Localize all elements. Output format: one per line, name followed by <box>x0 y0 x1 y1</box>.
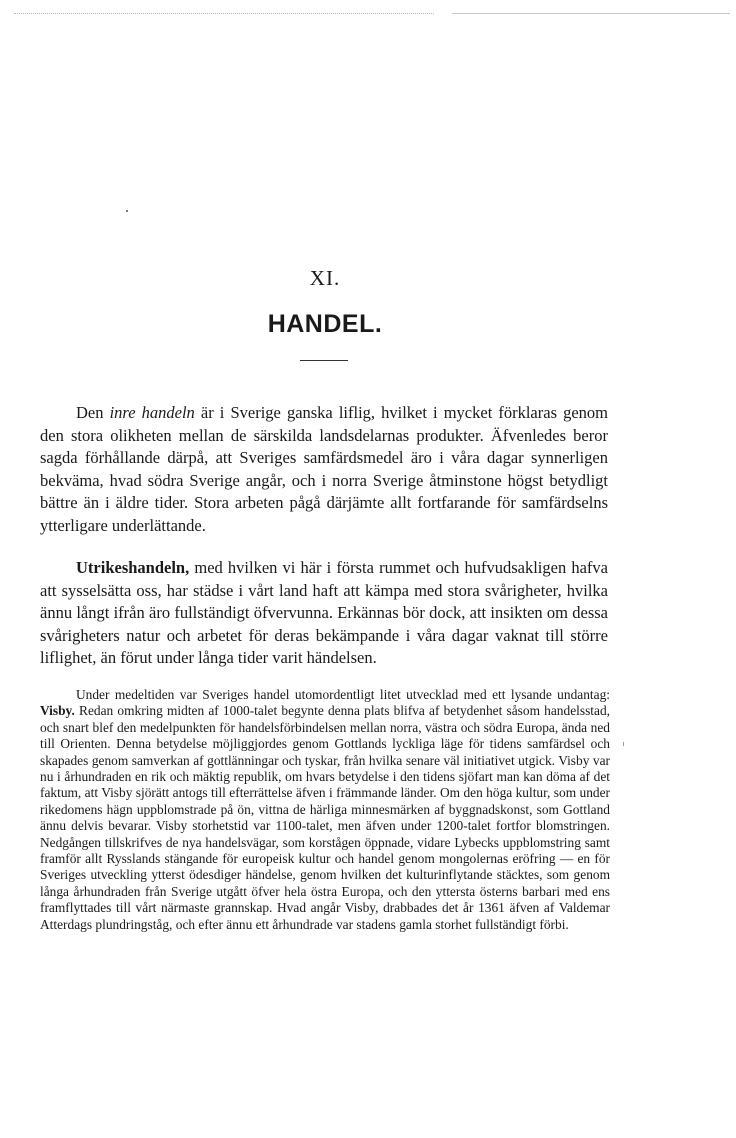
smallprint-visby-pre: Under medeltiden var Sveriges handel utomordentligt litet utvecklad med ett lysande undantag: <box>76 687 610 702</box>
title-divider <box>300 360 348 361</box>
chapter-title: HANDEL. <box>267 310 383 338</box>
chapter-number: XI. <box>309 266 341 290</box>
paragraph-foreign-trade-heading: Utrikeshandeln, <box>76 558 190 577</box>
smallprint-visby-body: Redan omkring midten af 1000-talet begynte denna plats blifva af betydenhet såsom handelsstad, och snart blef den medelpunkten för handelsförbindelsen mellan norra, västra och södra Europa, ända ned till Orienten. Denna betydelse möjliggjordes genom Gottlands lyckliga läge för tidens samfärdsel och skapades genom samverkan af gottlänningar och tyskar, från hvilka senare väl initiativet utgick. Visby var nu i århundraden en rik och mäktig republik, om hvars betydelse i den tidens sjöfart man kan döma af det faktum, att Visby sjörätt antogs till efterrättelse äfven i främmande länder. Om den höga kultur, som under rikedomens hägn uppblomstrade på ön, vittna de härliga minnesmärken af byggnadskonst, som Gottland ännu delvis bevarar. Visby storhetstid var 1100-talet, men äfven under 1200-talet fortfor blomstringen. Nedgången tillskrifves de nya handelsvägar, som korstågen öppnade, vidare Lybecks uppblomstring samt framför allt Rysslands stängande för europeisk kultur och handel genom mongolernas eröfring — en för Sveriges utveckling ytterst ödesdiger händelse, genom hvilken det kulturinflytande stäcktes, som genom långa århundraden från Sverige utgått öfver hela östra Europa, och den yttersta österns barbari med ens framflyttades till vårt närmaste grannskap. Hvad angår Visby, drabbades det år 1361 äfven af Valdemar Atterdags plundringståg, och efter ännu ett århundrade var stadens gamla storhet fullständigt förbi. <box>40 703 610 932</box>
scan-top-rule-right <box>452 13 730 14</box>
paragraph-inner-trade <box>40 402 608 537</box>
paragraph-inner-trade-pre: Den <box>76 403 110 422</box>
smallprint-visby-keyword: Visby. <box>40 703 75 719</box>
paragraph-inner-trade-body: är i Sverige ganska liflig, hvilket i mycket förklaras genom den stora olikheten mellan de särskilda landsdelarnas produkter. Äfvenledes beror sagda förhållande därpå, att Sveriges samfärdsmedel äro i våra dagar synnerligen bekväma, hvad södra Sverige angår, och i norra Sverige åtminstone högst betydligt bättre än i äldre tider. Stora arbeten pågå därjämte allt fortfarande för samfärdselns ytterligare underlättande. <box>40 403 608 535</box>
scan-top-rule <box>14 13 434 14</box>
scan-speck <box>126 210 128 212</box>
smallprint-visby <box>40 687 610 933</box>
paragraph-inner-trade-emphasis: inre handeln <box>109 403 195 422</box>
paragraph-foreign-trade-body: med hvilken vi här i första rummet och hufvudsakligen hafva att sysselsätta oss, har städse i vårt land haft att kämpa med stora svårigheter, hvilka ännu långt ifrån äro fullständigt öfvervunna. Erkännas bör dock, att insikten om dessa svårigheters natur och arbetet för deras bekämpande i våra dagar vaknat till större liflighet, än förut under långa tider varit händelsen. <box>40 558 608 667</box>
paragraph-foreign-trade <box>40 557 608 670</box>
scan-margin-mark <box>623 742 624 746</box>
